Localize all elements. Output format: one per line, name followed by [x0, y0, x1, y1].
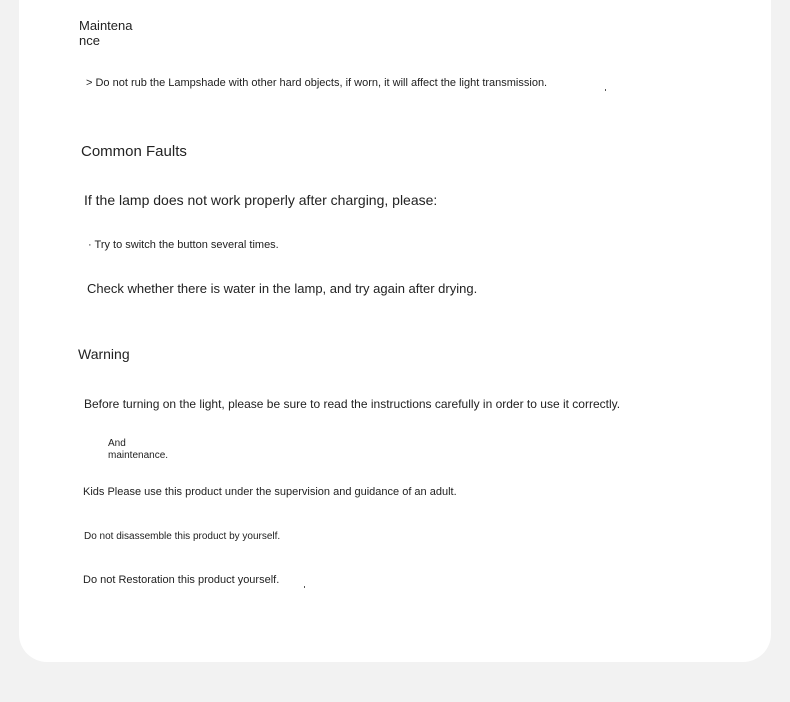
stray-mark [605, 89, 606, 91]
maintenance-heading: Maintenance [79, 18, 133, 48]
warning-intro: Before turning on the light, please be sure to read the instructions carefully in order to use it correctly. [84, 397, 621, 411]
common-faults-step-1: · Try to switch the button several times. [88, 239, 279, 251]
warning-item-kids: Kids Please use this product under the supervision and guidance of an adult. [83, 486, 457, 498]
warning-item-restoration: Do not Restoration this product yourself. [83, 574, 280, 586]
content-card [19, 0, 771, 662]
warning-item-disassemble: Do not disassemble this product by yourself. [84, 531, 281, 542]
stray-mark [304, 586, 305, 588]
common-faults-intro: If the lamp does not work properly after charging, please: [84, 192, 438, 208]
warning-heading: Warning [78, 346, 130, 362]
warning-note: And maintenance. [108, 438, 169, 461]
common-faults-step-2: Check whether there is water in the lamp, and try again after drying. [87, 281, 478, 296]
common-faults-heading: Common Faults [81, 143, 187, 160]
maintenance-item: > Do not rub the Lampshade with other hard objects, if worn, it will affect the light transmission. [86, 77, 548, 89]
